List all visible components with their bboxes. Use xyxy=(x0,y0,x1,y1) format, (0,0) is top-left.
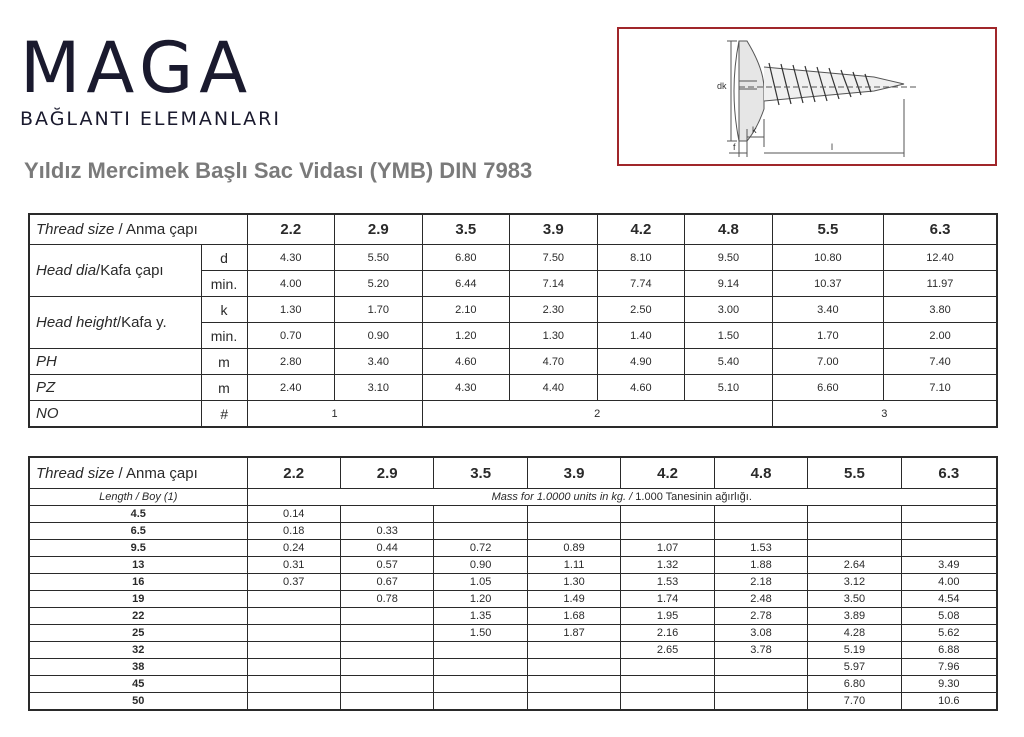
value-cell: 4.00 xyxy=(247,271,335,297)
length-cell: 13 xyxy=(29,557,247,574)
size-header: 6.3 xyxy=(901,457,997,489)
size-header: 4.8 xyxy=(714,457,807,489)
mass-value-cell xyxy=(621,693,714,711)
mass-value-cell: 1.53 xyxy=(714,540,807,557)
document-title: Yıldız Mercimek Başlı Sac Vidası (YMB) DIN 7983 xyxy=(24,158,533,183)
mass-value-cell: 5.19 xyxy=(808,642,901,659)
mass-subheader-row xyxy=(29,489,997,506)
mass-value-cell: 1.05 xyxy=(434,574,527,591)
value-cell: 3.00 xyxy=(685,297,773,323)
mass-value-cell xyxy=(247,625,340,642)
mass-value-cell: 1.87 xyxy=(527,625,620,642)
mass-value-cell: 1.07 xyxy=(621,540,714,557)
mass-value-cell xyxy=(340,642,433,659)
mass-value-cell xyxy=(434,642,527,659)
mass-header-row xyxy=(29,457,997,489)
no-label: NO xyxy=(29,401,201,428)
size-header: 4.2 xyxy=(597,214,685,245)
table-row xyxy=(29,506,997,523)
mass-value-cell: 0.67 xyxy=(340,574,433,591)
mass-value-cell: 0.37 xyxy=(247,574,340,591)
mass-value-cell xyxy=(621,659,714,676)
mass-value-cell: 4.00 xyxy=(901,574,997,591)
value-cell: 4.30 xyxy=(247,245,335,271)
mass-value-cell: 0.14 xyxy=(247,506,340,523)
mass-value-cell: 7.70 xyxy=(808,693,901,711)
value-cell: 6.44 xyxy=(422,271,510,297)
head-height-label: Head height/Kafa y. xyxy=(29,297,201,349)
mass-value-cell: 2.48 xyxy=(714,591,807,608)
table-row xyxy=(29,574,997,591)
mass-value-cell xyxy=(434,659,527,676)
mass-value-cell: 3.89 xyxy=(808,608,901,625)
value-cell: 2.00 xyxy=(884,323,997,349)
mass-value-cell xyxy=(714,506,807,523)
mass-value-cell: 1.50 xyxy=(434,625,527,642)
mass-value-cell: 1.53 xyxy=(621,574,714,591)
mass-value-cell: 1.95 xyxy=(621,608,714,625)
ph-label: PH xyxy=(29,349,201,375)
value-cell: 1.30 xyxy=(247,297,335,323)
value-cell: 12.40 xyxy=(884,245,997,271)
value-cell: 5.20 xyxy=(335,271,423,297)
value-cell: 10.37 xyxy=(772,271,883,297)
mass-value-cell xyxy=(527,523,620,540)
value-cell: 2.80 xyxy=(247,349,335,375)
size-header: 5.5 xyxy=(772,214,883,245)
value-cell: 2.30 xyxy=(510,297,598,323)
length-cell: 22 xyxy=(29,608,247,625)
mass-value-cell xyxy=(527,676,620,693)
screw-drawing-svg xyxy=(619,29,995,164)
value-cell: 6.80 xyxy=(422,245,510,271)
mass-value-cell xyxy=(527,506,620,523)
value-cell: 7.50 xyxy=(510,245,598,271)
mass-body xyxy=(29,506,997,711)
length-cell: 9.5 xyxy=(29,540,247,557)
value-cell: 4.40 xyxy=(510,375,598,401)
mass-value-cell xyxy=(808,540,901,557)
mass-value-cell: 2.78 xyxy=(714,608,807,625)
dk-label: dk xyxy=(717,81,727,91)
value-cell: 1.30 xyxy=(510,323,598,349)
mass-value-cell: 6.88 xyxy=(901,642,997,659)
mass-value-cell xyxy=(714,523,807,540)
value-cell: 7.00 xyxy=(772,349,883,375)
mass-value-cell: 0.72 xyxy=(434,540,527,557)
mass-value-cell xyxy=(434,506,527,523)
mass-value-cell: 1.88 xyxy=(714,557,807,574)
mass-value-cell xyxy=(714,676,807,693)
l-label: l xyxy=(831,142,833,152)
table-row xyxy=(29,245,997,271)
mass-value-cell: 7.96 xyxy=(901,659,997,676)
mass-value-cell: 0.89 xyxy=(527,540,620,557)
table-row xyxy=(29,625,997,642)
value-cell: 2.40 xyxy=(247,375,335,401)
mass-value-cell xyxy=(808,506,901,523)
mass-value-cell xyxy=(527,642,620,659)
length-cell: 45 xyxy=(29,676,247,693)
unit-cell: m xyxy=(201,349,247,375)
mass-value-cell: 0.90 xyxy=(434,557,527,574)
size-header: 5.5 xyxy=(808,457,901,489)
mass-value-cell xyxy=(434,693,527,711)
mass-value-cell xyxy=(901,506,997,523)
mass-value-cell xyxy=(527,659,620,676)
table-row xyxy=(29,540,997,557)
table-row xyxy=(29,676,997,693)
value-cell: 1.70 xyxy=(772,323,883,349)
size-header: 3.9 xyxy=(510,214,598,245)
mass-value-cell: 3.12 xyxy=(808,574,901,591)
value-cell: 4.90 xyxy=(597,349,685,375)
mass-value-cell xyxy=(247,676,340,693)
mass-value-cell: 4.28 xyxy=(808,625,901,642)
table-row xyxy=(29,401,997,428)
length-cell: 50 xyxy=(29,693,247,711)
value-cell: 4.70 xyxy=(510,349,598,375)
mass-caption: Mass for 1.0000 units in kg. / 1.000 Tanesinin ağırlığı. xyxy=(247,489,997,506)
mass-value-cell xyxy=(247,642,340,659)
mass-value-cell: 0.33 xyxy=(340,523,433,540)
value-cell: 0.90 xyxy=(335,323,423,349)
mass-value-cell: 5.97 xyxy=(808,659,901,676)
mass-value-cell xyxy=(434,523,527,540)
value-cell: 5.40 xyxy=(685,349,773,375)
value-cell: 4.30 xyxy=(422,375,510,401)
size-header: 2.9 xyxy=(340,457,433,489)
f-label: f xyxy=(733,142,736,152)
size-header: 6.3 xyxy=(884,214,997,245)
value-cell: 2.50 xyxy=(597,297,685,323)
value-cell: 3 xyxy=(772,401,997,428)
mass-value-cell: 0.57 xyxy=(340,557,433,574)
value-cell: 7.14 xyxy=(510,271,598,297)
length-cell: 38 xyxy=(29,659,247,676)
value-cell: 1.50 xyxy=(685,323,773,349)
mass-value-cell: 4.54 xyxy=(901,591,997,608)
mass-value-cell xyxy=(621,676,714,693)
table-row xyxy=(29,375,997,401)
value-cell: 10.80 xyxy=(772,245,883,271)
mass-value-cell xyxy=(714,693,807,711)
mass-value-cell: 10.6 xyxy=(901,693,997,711)
mass-value-cell: 3.08 xyxy=(714,625,807,642)
mass-value-cell xyxy=(901,523,997,540)
length-cell: 25 xyxy=(29,625,247,642)
unit-cell: d xyxy=(201,245,247,271)
mass-value-cell: 1.30 xyxy=(527,574,620,591)
mass-value-cell: 5.08 xyxy=(901,608,997,625)
value-cell: 7.74 xyxy=(597,271,685,297)
mass-value-cell: 6.80 xyxy=(808,676,901,693)
value-cell: 2 xyxy=(422,401,772,428)
value-cell: 2.10 xyxy=(422,297,510,323)
table-row xyxy=(29,642,997,659)
unit-cell: min. xyxy=(201,323,247,349)
pz-label: PZ xyxy=(29,375,201,401)
unit-cell: min. xyxy=(201,271,247,297)
mass-value-cell xyxy=(340,625,433,642)
table-row xyxy=(29,659,997,676)
screw-technical-drawing xyxy=(617,27,997,166)
mass-value-cell xyxy=(340,676,433,693)
mass-value-cell: 1.49 xyxy=(527,591,620,608)
mass-value-cell: 0.18 xyxy=(247,523,340,540)
value-cell: 5.10 xyxy=(685,375,773,401)
length-cell: 32 xyxy=(29,642,247,659)
value-cell: 3.10 xyxy=(335,375,423,401)
mass-value-cell xyxy=(340,659,433,676)
length-cell: 6.5 xyxy=(29,523,247,540)
value-cell: 9.14 xyxy=(685,271,773,297)
mass-value-cell: 1.35 xyxy=(434,608,527,625)
mass-value-cell: 1.68 xyxy=(527,608,620,625)
unit-cell: k xyxy=(201,297,247,323)
mass-value-cell: 2.65 xyxy=(621,642,714,659)
table-row xyxy=(29,591,997,608)
value-cell: 9.50 xyxy=(685,245,773,271)
unit-cell: m xyxy=(201,375,247,401)
value-cell: 3.40 xyxy=(772,297,883,323)
mass-value-cell xyxy=(340,608,433,625)
value-cell: 3.80 xyxy=(884,297,997,323)
mass-table xyxy=(28,456,998,711)
mass-value-cell: 3.50 xyxy=(808,591,901,608)
mass-value-cell: 2.64 xyxy=(808,557,901,574)
mass-value-cell: 0.44 xyxy=(340,540,433,557)
mass-value-cell xyxy=(247,693,340,711)
thread-size-label: Thread size / Anma çapı xyxy=(29,214,247,245)
value-cell: 1.20 xyxy=(422,323,510,349)
mass-value-cell: 5.62 xyxy=(901,625,997,642)
dimensions-table xyxy=(28,213,998,428)
size-header: 4.8 xyxy=(685,214,773,245)
thread-size-label: Thread size / Anma çapı xyxy=(29,457,247,489)
table-row xyxy=(29,523,997,540)
mass-value-cell xyxy=(714,659,807,676)
table-row xyxy=(29,557,997,574)
size-header: 3.5 xyxy=(434,457,527,489)
value-cell: 11.97 xyxy=(884,271,997,297)
value-cell: 4.60 xyxy=(422,349,510,375)
mass-value-cell: 0.24 xyxy=(247,540,340,557)
value-cell: 5.50 xyxy=(335,245,423,271)
value-cell: 6.60 xyxy=(772,375,883,401)
mass-value-cell xyxy=(434,676,527,693)
mass-value-cell: 2.18 xyxy=(714,574,807,591)
mass-value-cell: 1.20 xyxy=(434,591,527,608)
mass-value-cell: 1.74 xyxy=(621,591,714,608)
mass-value-cell xyxy=(621,506,714,523)
mass-value-cell: 0.31 xyxy=(247,557,340,574)
value-cell: 7.10 xyxy=(884,375,997,401)
size-header: 3.9 xyxy=(527,457,620,489)
value-cell: 1 xyxy=(247,401,422,428)
mass-value-cell: 1.32 xyxy=(621,557,714,574)
size-header: 3.5 xyxy=(422,214,510,245)
logo-wordmark: MAGA xyxy=(20,27,254,109)
table-row xyxy=(29,297,997,323)
length-label: Length / Boy (1) xyxy=(29,489,247,506)
mass-value-cell: 1.11 xyxy=(527,557,620,574)
length-cell: 4.5 xyxy=(29,506,247,523)
size-header: 2.2 xyxy=(247,214,335,245)
k-label: k xyxy=(752,125,757,135)
mass-value-cell xyxy=(527,693,620,711)
mass-value-cell: 2.16 xyxy=(621,625,714,642)
size-header: 2.2 xyxy=(247,457,340,489)
mass-value-cell: 9.30 xyxy=(901,676,997,693)
mass-value-cell xyxy=(340,506,433,523)
value-cell: 3.40 xyxy=(335,349,423,375)
table-row xyxy=(29,608,997,625)
brand-logo xyxy=(20,27,281,130)
mass-value-cell xyxy=(808,523,901,540)
length-cell: 16 xyxy=(29,574,247,591)
mass-value-cell: 3.78 xyxy=(714,642,807,659)
mass-value-cell xyxy=(247,608,340,625)
mass-value-cell xyxy=(621,523,714,540)
value-cell: 1.70 xyxy=(335,297,423,323)
value-cell: 7.40 xyxy=(884,349,997,375)
logo-subtitle: BAĞLANTI ELEMANLARI xyxy=(20,108,281,130)
size-header: 4.2 xyxy=(621,457,714,489)
value-cell: 1.40 xyxy=(597,323,685,349)
mass-value-cell xyxy=(247,591,340,608)
mass-value-cell xyxy=(340,693,433,711)
dimensions-header-row xyxy=(29,214,997,245)
size-header: 2.9 xyxy=(335,214,423,245)
value-cell: 8.10 xyxy=(597,245,685,271)
table-row xyxy=(29,693,997,711)
length-cell: 19 xyxy=(29,591,247,608)
mass-value-cell xyxy=(247,659,340,676)
value-cell: 4.60 xyxy=(597,375,685,401)
value-cell: 0.70 xyxy=(247,323,335,349)
mass-value-cell: 0.78 xyxy=(340,591,433,608)
unit-cell: # xyxy=(201,401,247,428)
mass-value-cell xyxy=(901,540,997,557)
head-dia-label: Head dia/Kafa çapı xyxy=(29,245,201,297)
mass-value-cell: 3.49 xyxy=(901,557,997,574)
table-row xyxy=(29,349,997,375)
